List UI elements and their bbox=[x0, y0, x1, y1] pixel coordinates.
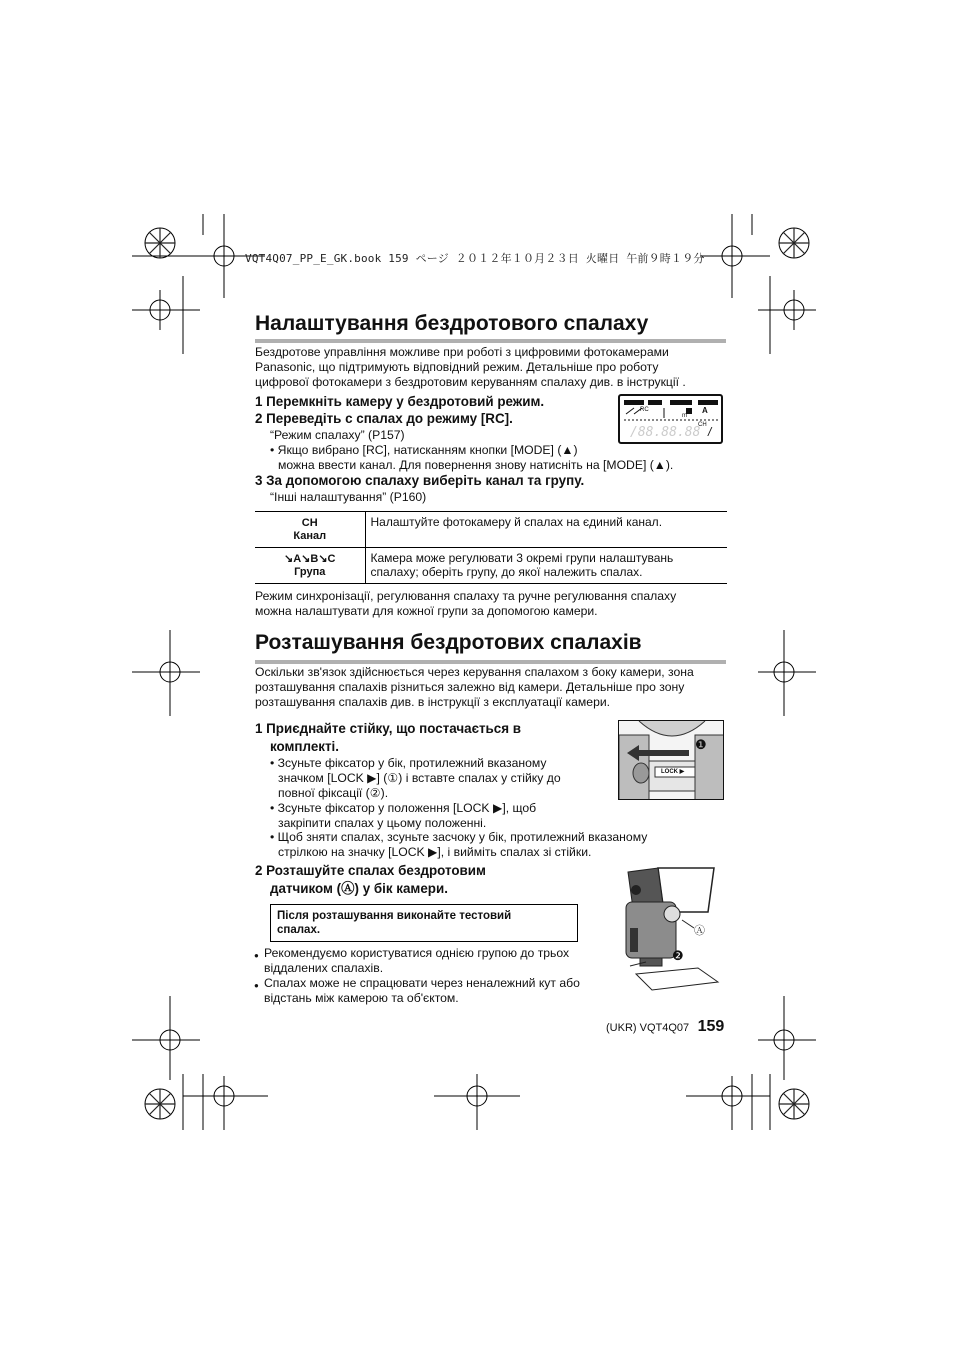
lcd-label-rc: RC bbox=[640, 407, 649, 413]
svg-text:/: / bbox=[708, 425, 712, 439]
section1-step2-ref: “Режим спалаху” (P157) bbox=[270, 428, 405, 442]
page-number: 159 bbox=[697, 1018, 725, 1035]
section2-step2-b: датчиком (Ⓐ) у бік камери. bbox=[270, 881, 448, 896]
section1-step2-bullet-b: можна ввести канал. Для повернення знову натисніть на [MODE] (▲). bbox=[278, 458, 674, 472]
section2-bullets: ● Рекомендуємо користуватися однією групою до трьох віддалених спалахів. ● Спалах може не спрацювати через неналежний кут або відстань між камерою та об'єктом. bbox=[264, 946, 609, 1006]
section1-step3: 3 За допомогою спалаху виберіть канал та групу. bbox=[255, 473, 585, 488]
section2-step1-a: 1 Приєднайте стійку, що постачається в bbox=[255, 721, 521, 736]
section1-step3-ref: “Інші налаштування” (P160) bbox=[270, 490, 427, 504]
figure2-marker-2: ❷ bbox=[672, 948, 684, 963]
flash-lcd-illustration bbox=[618, 394, 723, 444]
section1-step1: 1 Перемкніть камеру у бездротовий режим. bbox=[255, 394, 545, 409]
section2-step1-b: комплекті. bbox=[270, 739, 339, 754]
print-file-line: VQT4Q07_PP_E_GK.book 159 ページ ２０１２年１０月２３日 火曜日 午前９時１９分 bbox=[245, 252, 705, 265]
section1-step2: 2 Переведіть с спалах до режиму [RC]. bbox=[255, 411, 513, 426]
section1-step2-bullet-a: • Якщо вибрано [RC], натисканням кнопки [MODE] (▲) bbox=[270, 443, 578, 457]
section2-rule bbox=[255, 660, 726, 664]
section1-rule bbox=[255, 339, 726, 343]
lcd-label-m: m bbox=[682, 413, 687, 419]
section2-step1-bullets: • Зсуньте фіксатор у бік, протилежний вказаному значком [LOCK ▶] (①) і вставте спалах у стійку до повної фіксації (②). • Зсуньте фіксатор у положення [LOCK ▶], щоб закріпити спалах у цьому положенні. bbox=[270, 756, 561, 830]
section1-after-table: Режим синхронізації, регулювання спалаху та ручне регулювання спалаху можна налаштувати для кожної групи за допомогою камери. bbox=[255, 589, 677, 618]
stand-attach-figure bbox=[618, 720, 724, 800]
svg-text:/88.88.88: /88.88.88 bbox=[630, 425, 701, 440]
lcd-panel-icon bbox=[620, 396, 721, 442]
lcd-label-a: A bbox=[702, 406, 708, 415]
figure2-marker-a: Ⓐ bbox=[694, 925, 705, 937]
table-desc-cell: Налаштуйте фотокамеру й спалах на єдиний канал. bbox=[365, 512, 727, 548]
table-desc-cell: Камера може регулювати 3 окремі групи налаштувань спалаху; оберіть групу, до якої належить спалах. bbox=[365, 548, 727, 584]
section2-step2-a: 2 Розташуйте спалах бездротовим bbox=[255, 863, 486, 878]
flash-on-stand-figure bbox=[618, 862, 728, 992]
figure1-marker-1: ❶ bbox=[695, 737, 707, 752]
section2-step1-bullets-wide: • Щоб зняти спалах, зсуньте засчоку у бік, протилежний вказаному стрілкою на значку [LOCK ▶], і вийміть спалах зі стійки. bbox=[270, 830, 648, 859]
test-flash-note: Після розташування виконайте тестовий спалах. bbox=[270, 904, 578, 942]
table-key-cell: CH Канал bbox=[255, 512, 365, 548]
stand-attach-icon bbox=[619, 721, 724, 800]
flash-unit-icon bbox=[618, 862, 728, 992]
lcd-label-ch: CH bbox=[698, 422, 707, 428]
channel-group-table bbox=[255, 511, 727, 584]
section2-title: Розташування бездротових спалахів bbox=[255, 631, 642, 654]
table-row bbox=[255, 548, 727, 584]
table-row bbox=[255, 512, 727, 548]
figure1-lock-label: LOCK ▶ bbox=[661, 769, 685, 775]
doc-code: (UKR) VQT4Q07 bbox=[606, 1022, 690, 1034]
section1-title: Налаштування бездротового спалаху bbox=[255, 312, 649, 335]
section2-intro: Оскільки зв'язок здійснюється через керування спалахом з боку камери, зона розташування спалахів різниться залежно від камери. Детальніше про зону розташування спалахів див. в інструкції з експлуатації камери. bbox=[255, 665, 694, 709]
section1-intro: Бездротове управління можливе при роботі з цифровими фотокамерами Panasonic, що підтримують відповідний режим. Детальніше про роботу цифрової фотокамери з бездротовим керуванням спалаху див. в інструкції . bbox=[255, 345, 686, 389]
page-footer bbox=[606, 1018, 724, 1036]
table-key-cell: ↘A↘B↘C Група bbox=[255, 548, 365, 584]
